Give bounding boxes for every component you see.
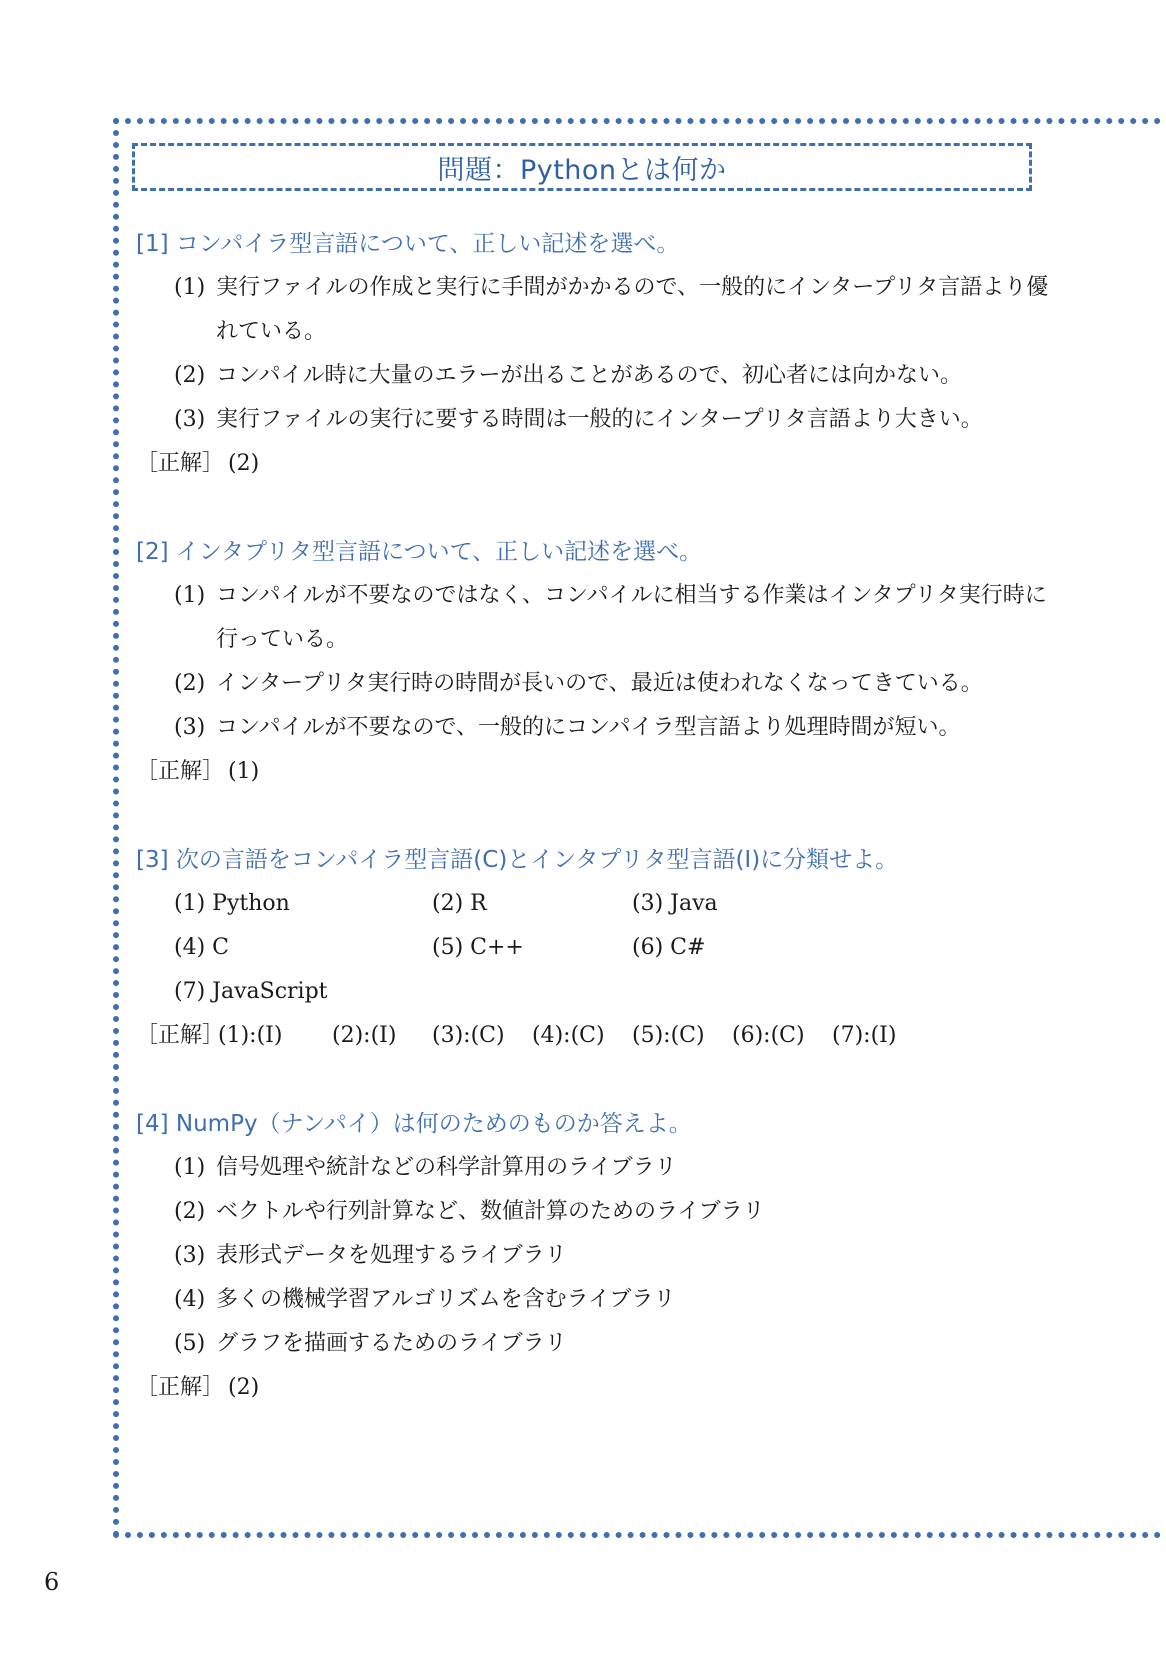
option-number: (2) [174, 671, 206, 696]
language-item: (5) C++ [432, 935, 524, 960]
page-title: 問題：Pythonとは何か [437, 154, 727, 186]
question-1-option-2 [136, 354, 1066, 398]
spacer [136, 1058, 1066, 1102]
question-4-option-2 [136, 1190, 1066, 1234]
question-4-answer [136, 1366, 1066, 1410]
language-item: (4) C [174, 935, 229, 960]
question-2-option-2 [136, 662, 1066, 706]
question-3-items-row-2 [136, 926, 1066, 970]
language-item: (6) C# [632, 935, 706, 960]
spacer [136, 486, 1066, 530]
question-4-option-4 [136, 1278, 1066, 1322]
option-number: (3) [174, 715, 206, 740]
language-item: (7) JavaScript [174, 979, 328, 1004]
language-item: (1) Python [174, 891, 290, 916]
title-box [132, 143, 1032, 191]
option-text: 実行ファイルの実行に要する時間は一般的にインタープリタ言語より大きい。 [216, 407, 983, 432]
questions-content [136, 222, 1066, 1410]
option-text: インタープリタ実行時の時間が長いので、最近は使われなくなってきている。 [216, 671, 983, 696]
question-2-option-1 [136, 574, 1066, 662]
option-text: コンパイルが不要なので、一般的にコンパイラ型言語より処理時間が短い。 [216, 715, 961, 740]
question-1-heading: [1] コンパイラ型言語について、正しい記述を選べ。 [136, 231, 680, 257]
question-3-heading: [3] 次の言語をコンパイラ型言語(C)とインタプリタ型言語(I)に分類せよ。 [136, 847, 899, 873]
question-3-answer [136, 1014, 1066, 1058]
option-number: (1) [174, 583, 206, 608]
option-text: 実行ファイルの作成と実行に手間がかかるので、一般的にインタープリタ言語より優れている。 [216, 275, 1049, 344]
answer-value: (1):(I) [218, 1023, 283, 1048]
option-number: (1) [174, 275, 206, 300]
question-1-option-1 [136, 266, 1066, 354]
question-1-answer [136, 442, 1066, 486]
option-text: グラフを描画するためのライブラリ [216, 1331, 567, 1356]
question-3 [136, 838, 1066, 1058]
option-text: 多くの機械学習アルゴリズムを含むライブラリ [216, 1287, 676, 1312]
answer-value: (2):(I) [332, 1023, 397, 1048]
option-text: ベクトルや行列計算など、数値計算のためのライブラリ [216, 1199, 765, 1224]
answer-label: ［正解］ [136, 1375, 225, 1400]
question-1-option-3 [136, 398, 1066, 442]
language-item: (2) R [432, 891, 487, 916]
language-item: (3) Java [632, 891, 718, 916]
answer-value: (6):(C) [732, 1023, 805, 1048]
question-4-option-5 [136, 1322, 1066, 1366]
option-text: コンパイル時に大量のエラーが出ることがあるので、初心者には向かない。 [216, 363, 963, 388]
question-4-heading: [4] NumPy（ナンパイ）は何のためのものか答えよ。 [136, 1111, 692, 1137]
question-4 [136, 1102, 1066, 1410]
question-3-items-row-1 [136, 882, 1066, 926]
option-text: 表形式データを処理するライブラリ [216, 1243, 567, 1268]
question-2-heading: [2] インタプリタ型言語について、正しい記述を選べ。 [136, 539, 703, 565]
option-number: (3) [174, 1243, 206, 1268]
question-3-items-row-3 [136, 970, 1066, 1014]
answer-value: (1) [228, 759, 260, 784]
option-number: (5) [174, 1331, 206, 1356]
option-number: (2) [174, 1199, 206, 1224]
spacer [136, 794, 1066, 838]
answer-value: (2) [228, 1375, 260, 1400]
answer-value: (5):(C) [632, 1023, 705, 1048]
option-number: (1) [174, 1155, 206, 1180]
answer-value: (4):(C) [532, 1023, 605, 1048]
option-number: (2) [174, 363, 206, 388]
question-2 [136, 530, 1066, 794]
answer-value: (3):(C) [432, 1023, 505, 1048]
option-number: (3) [174, 407, 206, 432]
option-number: (4) [174, 1287, 206, 1312]
page-number: 6 [44, 1568, 60, 1596]
question-4-option-1 [136, 1146, 1066, 1190]
answer-label: ［正解］ [136, 451, 225, 476]
option-text: 信号処理や統計などの科学計算用のライブラリ [216, 1155, 677, 1180]
question-1 [136, 222, 1066, 486]
answer-value: (2) [228, 451, 260, 476]
question-2-answer [136, 750, 1066, 794]
answer-value: (7):(I) [832, 1023, 897, 1048]
option-text: コンパイルが不要なのではなく、コンパイルに相当する作業はインタプリタ実行時に行っている。 [216, 583, 1047, 652]
question-4-option-3 [136, 1234, 1066, 1278]
question-2-option-3 [136, 706, 1066, 750]
answer-label: ［正解］ [136, 1023, 225, 1048]
answer-label: ［正解］ [136, 759, 225, 784]
